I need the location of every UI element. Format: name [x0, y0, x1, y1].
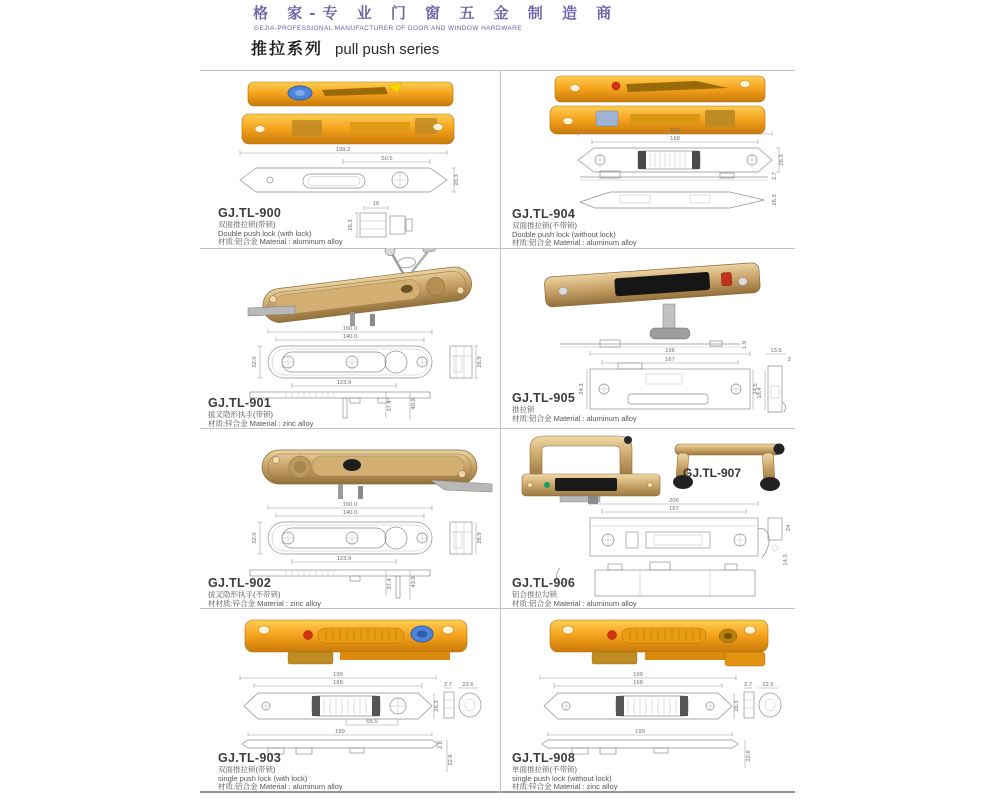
dim-label: 26.3 [772, 194, 778, 206]
product-material: 材质:铝合金 Material : aluminum alloy [512, 238, 637, 248]
product-material: 材质:锌合金 Material : zinc alloy [512, 782, 618, 792]
product-label [512, 751, 617, 792]
dim-label: 24.3 [579, 383, 585, 395]
dim-label: 167 [669, 506, 679, 512]
tech-drawing-side [450, 346, 483, 378]
product-code: GJ.TL-906 [512, 576, 576, 590]
dim-label: 28.3 [454, 174, 460, 186]
product-desc-en: single push lock (with lock) [218, 773, 308, 783]
tech-drawing-front [252, 326, 432, 378]
product-desc-cn: 单面推拉锁(不带锁) [512, 764, 577, 774]
product-code: GJ.TL-904 [512, 207, 576, 221]
red-button [608, 631, 617, 640]
tech-drawing-profile [580, 171, 778, 208]
dim-label: 3 [787, 357, 791, 363]
dim-label: 199 [335, 729, 345, 735]
product-label [512, 576, 637, 608]
render-single-lock [550, 620, 768, 666]
dim-label: 199 [635, 729, 645, 735]
dim-label: 199 [633, 672, 643, 678]
dim-label: 50.5 [381, 156, 393, 162]
dim-label: 196 [665, 348, 675, 354]
tech-drawing-front [578, 128, 785, 172]
dim-label: 26.9 [477, 532, 483, 544]
dim-label: 168 [670, 136, 680, 142]
dim-label: 22.6 [746, 750, 752, 762]
dim-label: 140.0 [342, 510, 358, 516]
product-code: GJ.TL-903 [218, 751, 282, 765]
tech-drawing-side [758, 518, 792, 566]
series-title [251, 36, 439, 59]
dim-label: 26.3 [779, 154, 785, 166]
product-code: GJ.TL-902 [208, 576, 272, 590]
dim-label: 2.7 [443, 682, 453, 688]
product-desc-cn: 拔叉隐形执手(带锁) [208, 409, 273, 419]
tech-drawing-front [240, 672, 440, 725]
product-desc-en: Double push lock (without lock) [512, 229, 616, 239]
series-title-en: pull push series [335, 41, 440, 58]
product-desc-cn: 双面推拉锁(带锁) [218, 219, 276, 229]
green-indicator [544, 482, 550, 488]
tech-drawing-front [240, 147, 460, 192]
dim-label: 123.9 [336, 380, 352, 386]
dim-label: 199.2 [335, 147, 351, 153]
dim-label: 37.4 [387, 400, 393, 412]
product-desc-cn: 双面推拉锁(带锁) [218, 764, 276, 774]
product-cell-gjtl905 [500, 248, 795, 428]
product-label [208, 576, 321, 608]
dim-label: 167 [665, 357, 675, 363]
dim-label: 22.5 [762, 682, 774, 688]
product-material: 材质:铝合金 Material : aluminum alloy [512, 598, 637, 608]
product-desc-cn: 推拉锁 [512, 404, 535, 414]
product-desc-en: Double push lock (with lock) [218, 228, 312, 238]
dim-label: 65.5 [366, 719, 378, 725]
dim-label: 160.0 [342, 326, 358, 332]
product-label [218, 751, 343, 792]
product-desc-en: single push lock (without lock) [512, 773, 612, 783]
series-title-cn: 推拉系列 [251, 41, 324, 58]
product-desc-cn: 双面推拉锁(不带锁) [512, 220, 577, 230]
dim-label: 22.6 [462, 682, 474, 688]
product-label [512, 207, 637, 248]
product-material: 材质:锌合金 Material : zinc alloy [208, 418, 314, 428]
product-cell-gjtl902 [200, 428, 500, 608]
tech-drawing-front [540, 672, 740, 719]
dim-label: 168 [333, 680, 343, 686]
product-material: 材材质:锌合金 Material : zinc alloy [208, 598, 321, 608]
product-code: GJ.TL-900 [218, 206, 282, 220]
dim-label: 140.0 [342, 334, 358, 340]
tech-drawing-side [450, 522, 483, 554]
dim-label: 26.9 [477, 356, 483, 368]
dim-label: 32.0 [252, 532, 258, 544]
dim-label: 2.7 [743, 682, 753, 688]
dim-label: 199 [670, 128, 680, 134]
tech-drawing-plate [590, 498, 758, 556]
dim-label: 200 [669, 498, 679, 504]
product-code: GJ.TL-908 [512, 751, 576, 765]
render-double-lock [550, 76, 765, 134]
tech-drawing-side [444, 682, 481, 718]
company-name-cn: 格 家-专 业 门 窗 五 金 制 造 商 [253, 4, 619, 22]
product-label [512, 391, 637, 423]
product-material: 材质:铝合金 Material : aluminum alloy [512, 413, 637, 423]
tech-drawing-profile-top [560, 340, 748, 349]
dim-label: 160.0 [342, 502, 358, 508]
dim-label: 37.4 [387, 578, 393, 590]
render-flush-handle [262, 450, 492, 499]
product-grid [200, 70, 795, 793]
product-material: 材质:铝合金 Material : aluminum alloy [218, 237, 343, 247]
product-label [218, 206, 343, 247]
dim-label: 43.9 [411, 576, 417, 588]
dim-label: 1.9 [742, 340, 748, 350]
product-cell-gjtl908 [500, 608, 795, 792]
dim-label: 22.6 [448, 754, 454, 766]
product-code-gjtl907: GJ.TL-907 [683, 466, 742, 480]
dim-label: 13.5 [770, 348, 782, 354]
red-button [612, 82, 620, 90]
tech-drawing-side [744, 682, 781, 718]
dim-label: 40.9 [411, 398, 417, 410]
product-code: GJ.TL-905 [512, 391, 576, 405]
product-cell-gjtl906 [500, 428, 795, 608]
dim-label: 32.0 [252, 356, 258, 368]
dim-label: 26.3 [348, 219, 354, 231]
dim-label: 14.3 [783, 554, 789, 566]
tech-drawing-front [252, 502, 432, 554]
tech-drawing-side [348, 201, 412, 237]
product-cell-gjtl900 [200, 70, 500, 248]
dim-label: 123.9 [336, 556, 352, 562]
product-cell-gjtl903 [200, 608, 500, 792]
render-double-lock [242, 82, 454, 144]
product-code: GJ.TL-901 [208, 396, 272, 410]
tech-drawing-side [757, 348, 791, 412]
dim-label: 26.3 [734, 700, 740, 712]
product-material: 材质:铝合金 Material : aluminum alloy [218, 782, 343, 792]
render-push-lock [544, 262, 761, 339]
product-cell-gjtl904 [500, 70, 795, 248]
product-desc-cn: 拔叉隐形执手(不带锁) [208, 589, 281, 599]
red-button [304, 631, 313, 640]
render-hook-lock-handle [522, 436, 660, 504]
product-desc-cn: 铝合推拉勾锁 [512, 589, 557, 599]
product-label [208, 396, 313, 428]
red-button [721, 272, 732, 286]
dim-label: 168 [633, 680, 643, 686]
dim-label: 2.7 [772, 171, 778, 181]
dim-label: 199 [333, 672, 343, 678]
dim-label: 26.3 [434, 700, 440, 712]
dim-label: 16 [372, 201, 380, 207]
dim-label: 2.8 [438, 740, 444, 750]
company-name-en: GEJIA-PROFESSIONAL MANUFACTURER OF DOOR AND WINDOW HARDWARE [254, 25, 522, 32]
render-single-lock [245, 620, 467, 664]
product-cell-gjtl901 [200, 248, 500, 428]
dim-label: 24 [786, 524, 792, 532]
dim-label: 18.4 [757, 387, 763, 399]
dim-label: 24.5 [753, 383, 759, 395]
